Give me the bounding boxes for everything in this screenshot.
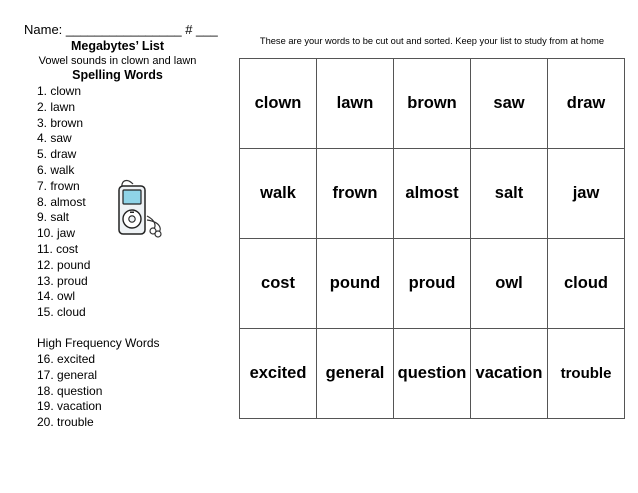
spelling-word: 7. frown bbox=[37, 178, 80, 193]
spelling-word: 15. cloud bbox=[37, 305, 86, 320]
word-card: general bbox=[317, 329, 394, 419]
word-card: pound bbox=[317, 239, 394, 329]
spelling-word: 9. salt bbox=[37, 210, 70, 225]
word-card: cloud bbox=[548, 239, 625, 329]
spelling-word: 3. brown bbox=[37, 115, 84, 130]
word-card: draw bbox=[548, 59, 625, 149]
list-title: Megabytes’ List bbox=[70, 39, 165, 53]
word-card: walk bbox=[240, 149, 317, 239]
word-card-grid bbox=[239, 58, 625, 419]
word-card: almost bbox=[394, 149, 471, 239]
spelling-word: 4. saw bbox=[37, 131, 72, 146]
word-card: owl bbox=[471, 239, 548, 329]
spelling-word: 8. almost bbox=[37, 194, 86, 209]
instructions-text: These are your words to be cut out and sorted. Keep your list to study from at home bbox=[259, 36, 605, 46]
name-line: Name: ________________ # ___ bbox=[24, 22, 218, 37]
high-frequency-word-list bbox=[37, 352, 102, 431]
word-card: clown bbox=[240, 59, 317, 149]
grid-row bbox=[240, 329, 625, 419]
high-frequency-word: 18. question bbox=[37, 383, 103, 398]
spelling-word: 14. owl bbox=[37, 289, 76, 304]
high-frequency-heading: High Frequency Words bbox=[37, 336, 160, 350]
word-card: saw bbox=[471, 59, 548, 149]
spelling-word: 12. pound bbox=[37, 257, 91, 272]
word-card: salt bbox=[471, 149, 548, 239]
high-frequency-word: 19. vacation bbox=[37, 399, 102, 414]
word-card: question bbox=[394, 329, 471, 419]
high-frequency-word: 17. general bbox=[37, 367, 98, 382]
list-subtitle: Vowel sounds in clown and lawn bbox=[38, 55, 197, 67]
high-frequency-word: 20. trouble bbox=[37, 415, 94, 430]
spelling-word: 1. clown bbox=[37, 84, 82, 98]
spelling-word: 5. draw bbox=[37, 147, 77, 162]
word-card: jaw bbox=[548, 149, 625, 239]
word-card: cost bbox=[240, 239, 317, 329]
word-card: trouble bbox=[548, 329, 625, 419]
spelling-word: 13. proud bbox=[37, 273, 88, 288]
grid-row bbox=[240, 239, 625, 329]
grid-row bbox=[240, 149, 625, 239]
grid-row bbox=[240, 59, 625, 149]
word-card: lawn bbox=[317, 59, 394, 149]
word-card: frown bbox=[317, 149, 394, 239]
high-frequency-word: 16. excited bbox=[37, 352, 96, 366]
spelling-words-heading: Spelling Words bbox=[72, 68, 163, 82]
spelling-word: 11. cost bbox=[37, 241, 79, 256]
spelling-word: 10. jaw bbox=[37, 226, 76, 241]
word-card: proud bbox=[394, 239, 471, 329]
mp3-player-icon bbox=[113, 176, 163, 238]
word-card: vacation bbox=[471, 329, 548, 419]
word-card: excited bbox=[240, 329, 317, 419]
word-card: brown bbox=[394, 59, 471, 149]
spelling-word: 2. lawn bbox=[37, 99, 76, 114]
spelling-word: 6. walk bbox=[37, 162, 75, 177]
spelling-word-list bbox=[37, 84, 90, 321]
